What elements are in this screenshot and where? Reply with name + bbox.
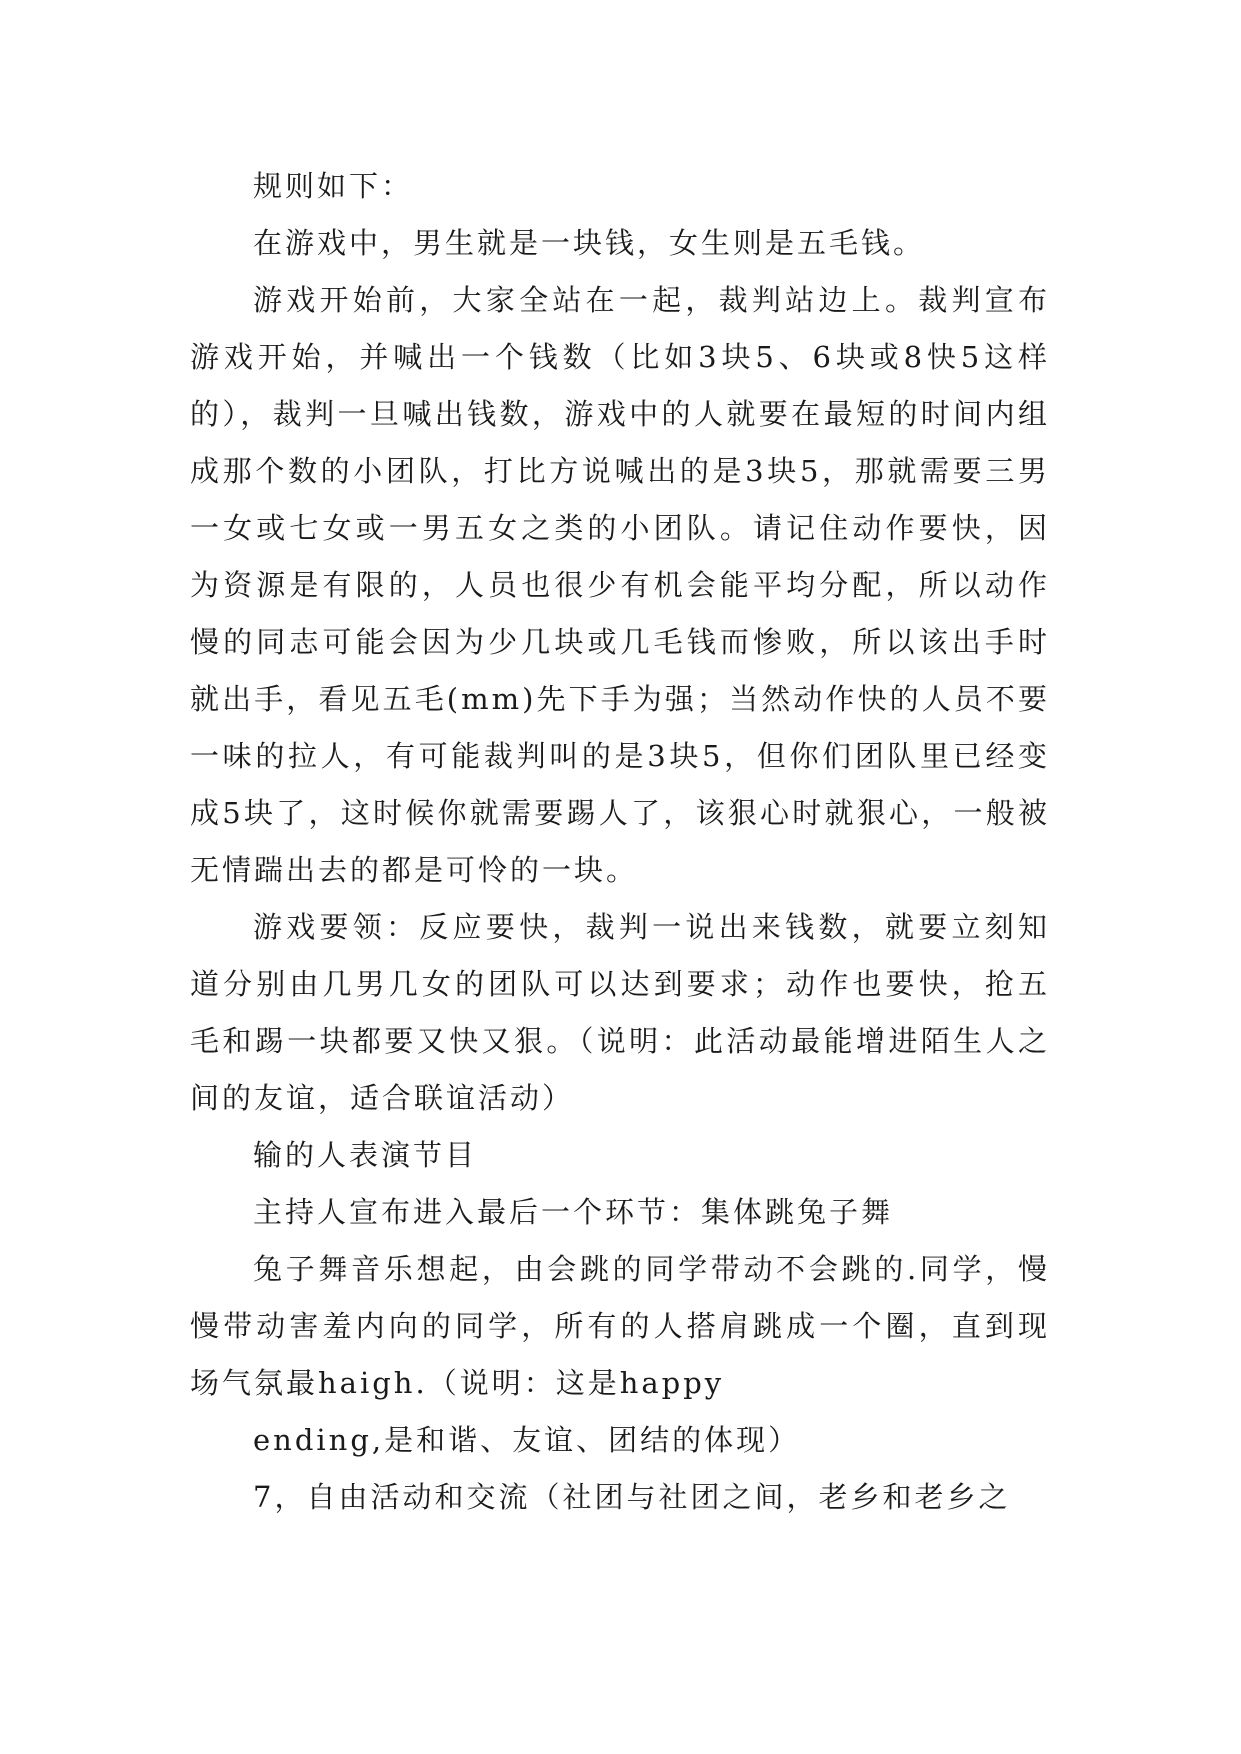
paragraph-final-segment: 主持人宣布进入最后一个环节：集体跳兔子舞 [253, 1195, 894, 1229]
paragraph-game-procedure: 游戏开始前，大家全站在一起，裁判站边上。裁判宣布游戏开始，并喊出一个钱数（比如3块5、6块或8快5这样的），裁判一旦喊出钱数，游戏中的人就要在最短的时间内组成那个数的小团队，打比方说喊出的是3块5，那就需要三男一女或七女或一男五女之类的小团队。请记住动作要快，因为资源是有限的，人员也很少有机会能平均分配，所以动作慢的同志可能会因为少几块或几毛钱而惨败，所以该出手时就出手，看见五毛(mm)先下手为强；当然动作快的人员不要一味的拉人，有可能裁判叫的是3块5，但你们团队里已经变成5块了，这时候你就需要踢人了，该狠心时就狠心，一般被无情踹出去的都是可怜的一块。 [190, 283, 1050, 887]
paragraph-free-activity: 7，自由活动和交流（社团与社团之间，老乡和老乡之 [253, 1480, 1011, 1514]
paragraph-bunny-dance: 兔子舞音乐想起，由会跳的同学带动不会跳的.同学，慢慢带动害羞内向的同学，所有的人搭肩跳成一个圈，直到现场气氛最haigh.（说明：这是happy [190, 1252, 1050, 1400]
document-body [190, 158, 1050, 1526]
paragraph-loser-performs: 输的人表演节目 [253, 1138, 478, 1172]
paragraph-happy-ending: ending,是和谐、友谊、团结的体现） [253, 1423, 801, 1457]
paragraph-rules-heading: 规则如下： [253, 169, 414, 203]
paragraph-game-tips: 游戏要领：反应要快，裁判一说出来钱数，就要立刻知道分别由几男几女的团队可以达到要求；动作也要快，抢五毛和踢一块都要又快又狠。（说明：此活动最能增进陌生人之间的友谊，适合联谊活动） [190, 910, 1050, 1115]
paragraph-money-values: 在游戏中，男生就是一块钱，女生则是五毛钱。 [253, 226, 926, 260]
